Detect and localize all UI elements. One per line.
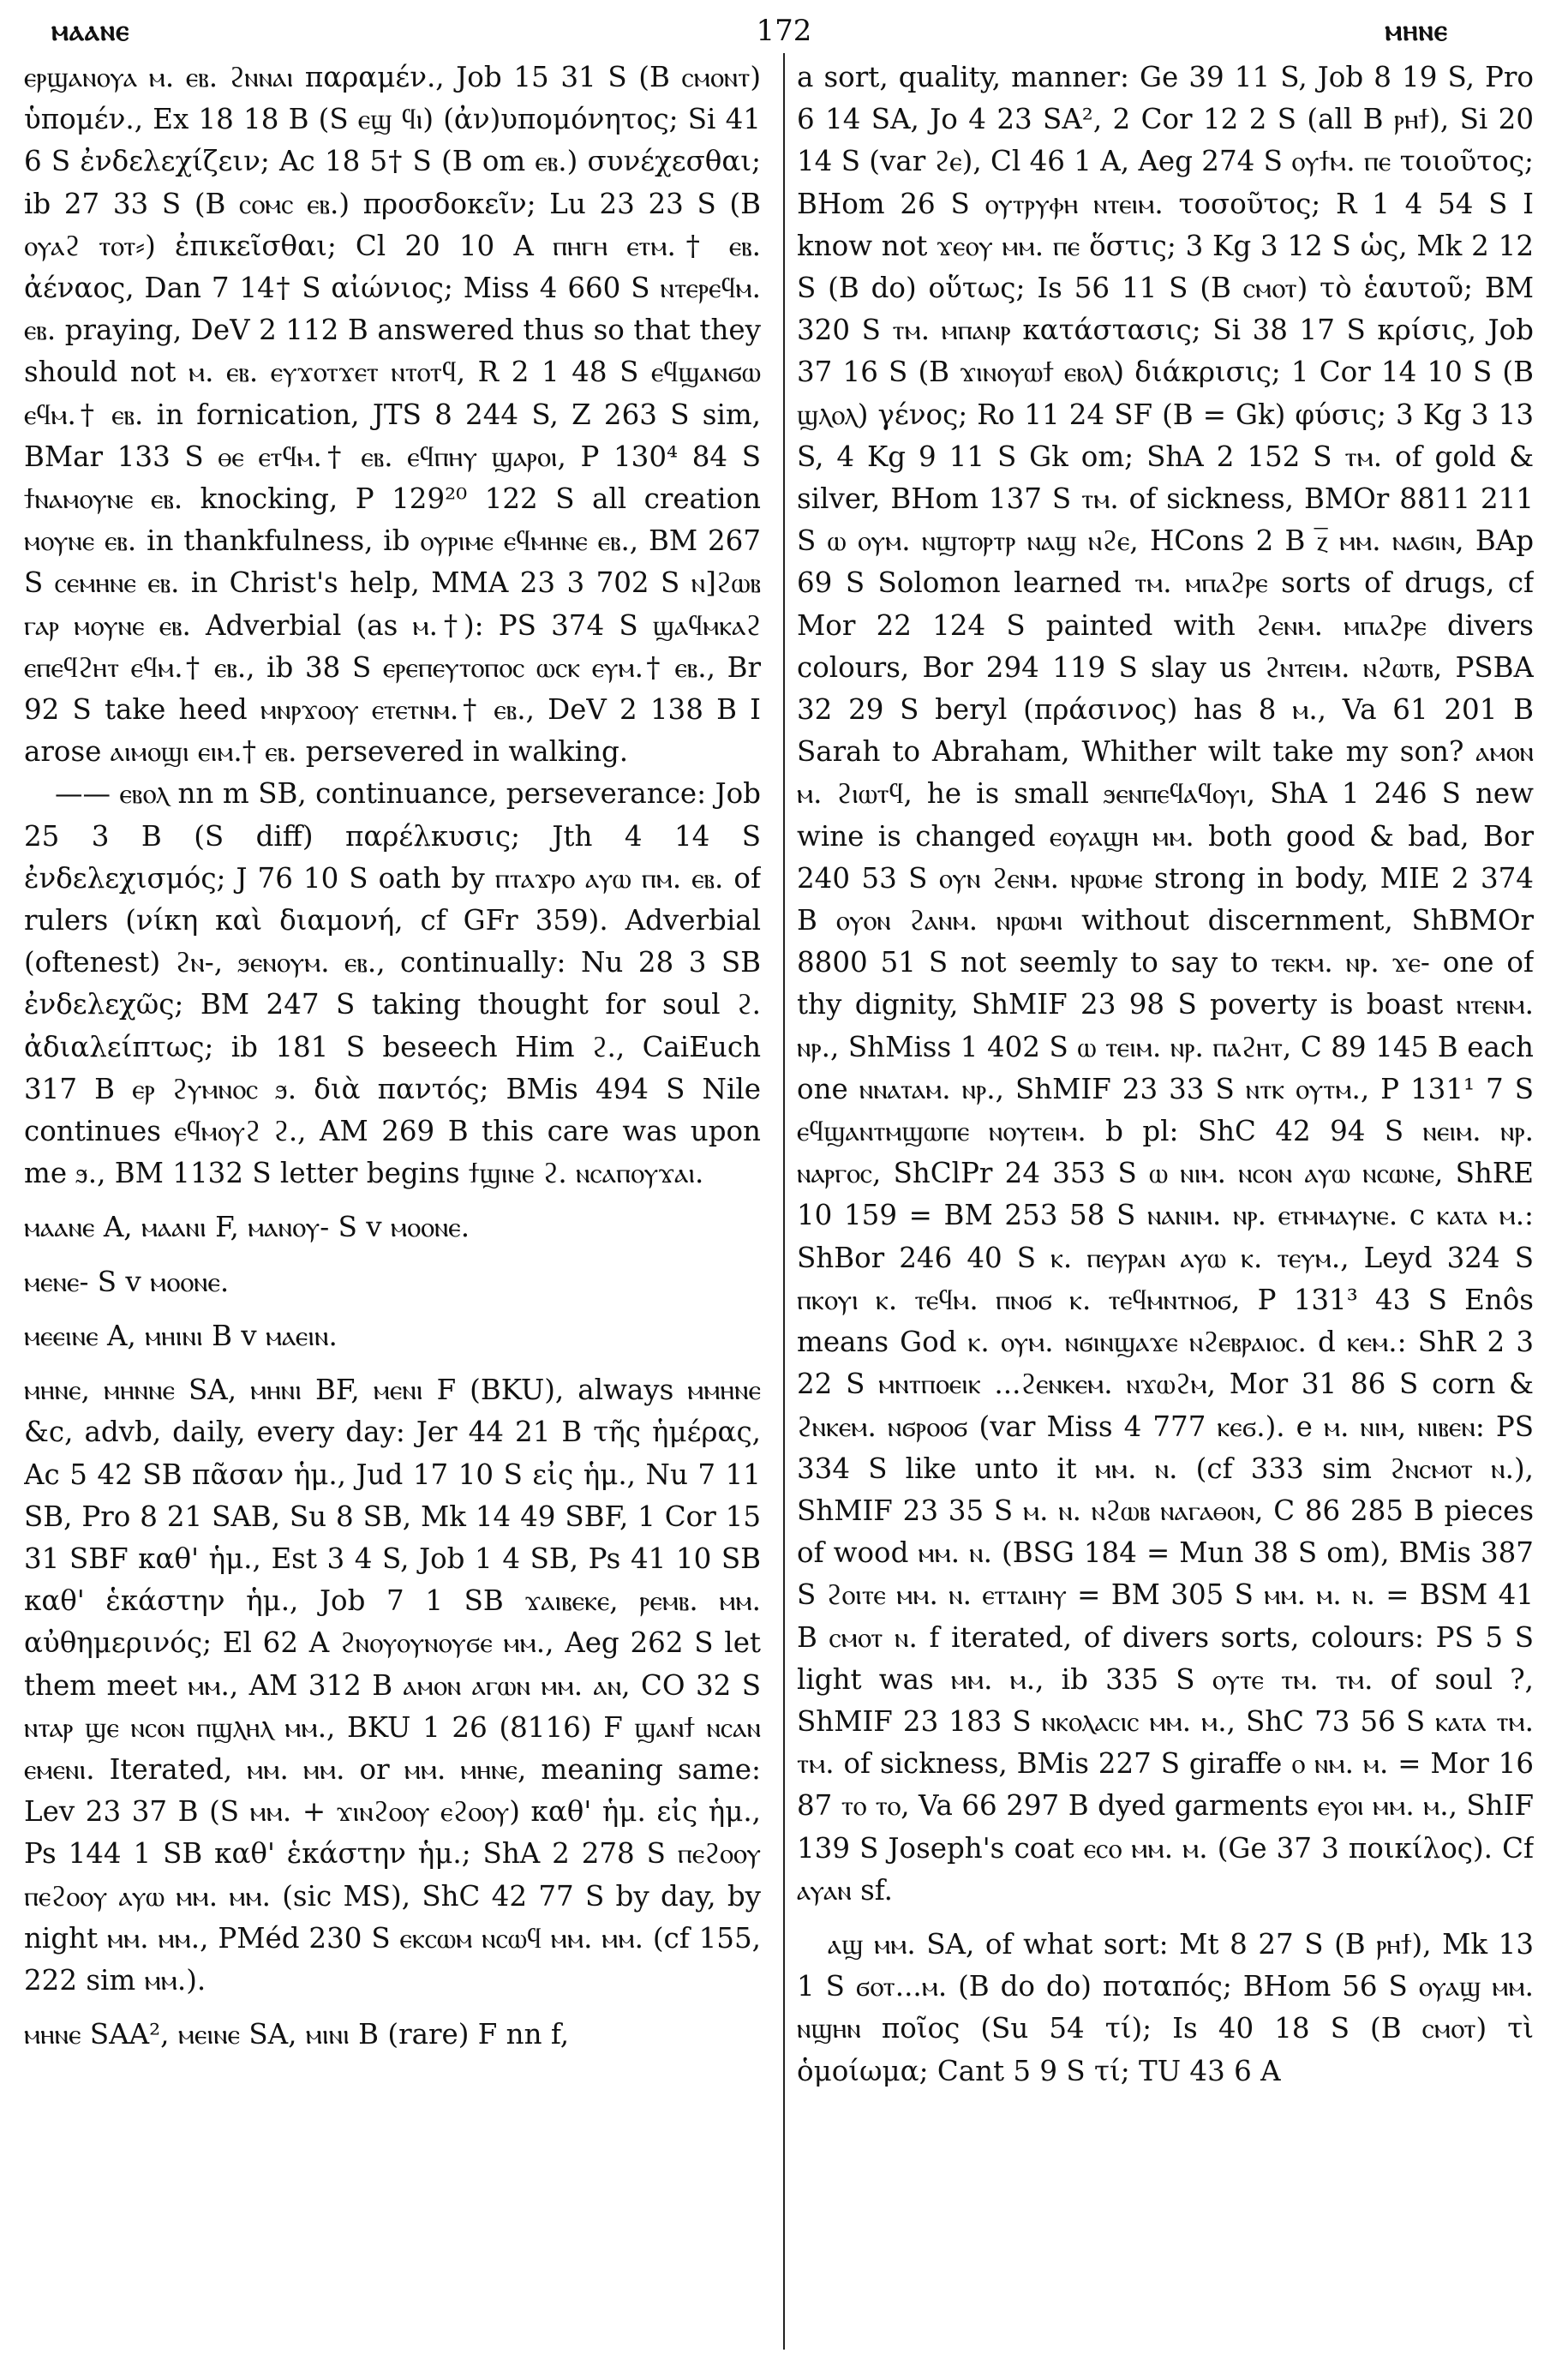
header-right-word: ⲙⲏⲛⲉ (1385, 14, 1448, 48)
entry-mene-daily: ⲙⲏⲛⲉ, ⲙⲏⲛⲛⲉ SA, ⲙⲏⲛⲓ BF, ⲙⲉⲛⲓ F (BKU), always ⲙⲙⲏⲛⲉ &c, advb, daily, every day: Jer 44 21 B τῆς ἡμέρας, Ac 5 42 SB πᾶσαν ἡμ., Jud 17 10 S εἰς ἡμ., Nu 7 11 SB, Pro 8 21 SAB, Su 8 SB, Mk 14 49 SBF, 1 Cor 15 31 SBF καθ' ἡμ., Est 3 4 S, Job 1 4 SB, Ps 41 10 SB καθ' ἑκάστην ἡμ., Job 7 1 SB ϫⲁⲓⲃⲉⲕⲉ, ⲣⲉⲙⲃ. ⲙⲙ. αὐθημερινός; El 62 A ϩⲛⲟⲩⲟⲩⲛⲟⲩϭⲉ ⲙⲙ., Aeg 262 S let them meet ⲙⲙ., AM 312 B ⲁⲙⲟⲛ ⲁⲅⲱⲛ ⲙⲙ. ⲁⲛ, CO 32 S ⲛⲧⲁⲣ ϣⲉ ⲛⲥⲟⲛ ⲡϣⲗⲏⲗ ⲙⲙ., BKU 1 26 (8116) F ϣⲁⲛϯ ⲛⲥⲁⲛ ⲉⲙⲉⲛⲓ. Iterated, ⲙⲙ. ⲙⲙ. or ⲙⲙ. ⲙⲏⲛⲉ, meaning same: Lev 23 37 B (S ⲙⲙ. + ϫⲓⲛϩⲟⲟⲩ ⲉϩⲟⲟⲩ) καθ' ἡμ. εἰς ἡμ., Ps 144 1 SB καθ' ἑκάστην ἡμ.; ShA 2 278 S ⲡⲉϩⲟⲟⲩ ⲡⲉϩⲟⲟⲩ ⲁⲩⲱ ⲙⲙ. ⲙⲙ. (sic MS), ShC 42 77 S by day, by night ⲙⲙ. ⲙⲙ., PMéd 230 S ⲉⲕⲥⲱⲙ ⲛⲥⲱϥ ⲙⲙ. ⲙⲙ. (cf 155, 222 sim ⲙⲙ.). (24, 1374, 761, 1997)
entry-mine-sort: ⲙⲏⲛⲉ SAA², ⲙⲉⲓⲛⲉ SA, ⲙⲓⲛⲓ B (rare) F nn f, (24, 2018, 570, 2051)
column-divider (783, 53, 785, 2350)
entry-mine-senses: a sort, quality, manner: Ge 39 11 S, Job 8 19 S, Pro 6 14 SA, Jo 4 23 SA², 2 Cor 12 2 S (all B ⲣⲏϯ), Si 20 14 S (var ϩⲉ), Cl 46 1 A, Aeg 274 S ⲟⲩϯⲙ. ⲡⲉ τοιοῦτος; BHom 26 S ⲟⲩⲧⲣⲩⲫⲏ ⲛⲧⲉⲓⲙ. τοσοῦτος; R 1 4 54 S I know not ϫⲉⲟⲩ ⲙⲙ. ⲡⲉ ὅστις; 3 Kg 3 12 S ὡς, Mk 2 12 S (B do) οὕτως; Is 56 11 S (B ⲥⲙⲟⲧ) τὸ ἑαυτοῦ; BM 320 S ⲧⲙ. ⲙⲡⲁⲛⲣ κατάστασις; Si 38 17 S κρίσις, Job 37 16 S (B ϫⲓⲛⲟⲩⲱϯ ⲉⲃⲟⲗ) διάκρισις; 1 Cor 14 10 S (B ϣⲗⲟⲗ) γένος; Ro 11 24 SF (B = Gk) φύσις; 3 Kg 3 13 S, 4 Kg 9 11 S Gk om; ShA 2 152 S ⲧⲙ. of gold & silver, BHom 137 S ⲧⲙ. of sickness, BMOr 8811 211 S ⲱ ⲟⲩⲙ. ⲛϣⲧⲟⲣⲧⲣ ⲛⲁϣ ⲛϩⲉ, HCons 2 B ⲍ̅ ⲙⲙ. ⲛⲁϭⲓⲛ, BAp 69 S Solomon learned ⲧⲙ. ⲙⲡⲁϩⲣⲉ sorts of drugs, cf Mor 22 124 S painted with ϩⲉⲛⲙ. ⲙⲡⲁϩⲣⲉ divers colours, Bor 294 119 S slay us ϩⲛⲧⲉⲓⲙ. ⲛϩⲱⲧⲃ, PSBA 32 29 S beryl (πράσινος) has 8 ⲙ., Va 61 201 B Sarah to Abraham, Whither wilt take my son? ⲁⲙⲟⲛ ⲙ. ϩⲓⲱⲧϥ, he is small ϧⲉⲛⲡⲉϥⲁϥⲟⲩⲓ, ShA 1 246 S new wine is changed ⲉⲟⲩⲁϣⲏ ⲙⲙ. both good & bad, Bor 240 53 S ⲟⲩⲛ ϩⲉⲛⲙ. ⲛⲣⲱⲙⲉ strong in body, MIE 2 374 B ⲟⲩⲟⲛ ϩⲁⲛⲙ. ⲛⲣⲱⲙⲓ without discernment, ShBMOr 8800 51 S not seemly to say to ⲧⲉⲕⲙ. ⲛⲣ. ϫⲉ- one of thy dignity, ShMIF 23 98 S poverty is boast ⲛⲧⲉⲛⲙ. ⲛⲣ., ShMiss 1 402 S ⲱ ⲧⲉⲓⲙ. ⲛⲣ. ⲡⲁϩⲏⲧ, C 89 145 B each one ⲛⲛⲁⲧⲁⲙ. ⲛⲣ., ShMIF 23 33 S ⲛⲧⲕ ⲟⲩⲧⲙ., P 131¹ 7 S ⲉϥϣⲁⲛⲧⲙϣⲱⲡⲉ ⲛⲟⲩⲧⲉⲓⲙ. b pl: ShC 42 94 S ⲛⲉⲓⲙ. ⲛⲣ. ⲛⲁⲣⲅⲟⲥ, ShClPr 24 353 S ⲱ ⲛⲓⲙ. ⲛⲥⲟⲛ ⲁⲩⲱ ⲛⲥⲱⲛⲉ, ShRE 10 159 = BM 253 58 S ⲛⲁⲛⲓⲙ. ⲛⲣ. ⲉⲧⲙⲙⲁⲩⲛⲉ. c ⲕⲁⲧⲁ ⲙ.: ShBor 246 40 S ⲕ. ⲡⲉⲩⲣⲁⲛ ⲁⲩⲱ ⲕ. ⲧⲉⲩⲙ., Leyd 324 S ⲡⲕⲟⲩⲓ ⲕ. ⲧⲉϥⲙ. ⲡⲛⲟϭ ⲕ. ⲧⲉϥⲙⲛⲧⲛⲟϭ, P 131³ 43 S Enôs means God ⲕ. ⲟⲩⲙ. ⲛϭⲓⲛϣⲁϫⲉ ⲛϩⲉⲃⲣⲁⲓⲟⲥ. d ⲕⲉⲙ.: ShR 2 3 22 S ⲙⲛⲧⲡⲟⲉⲓⲕ ...ϩⲉⲛⲕⲉⲙ. ⲛϫⲱϩⲙ, Mor 31 86 S corn & ϩⲛⲕⲉⲙ. ⲛϭⲣⲟⲟϭ (var Miss 4 777 ⲕⲉϭ.). e ⲙ. ⲛⲓⲙ, ⲛⲓⲃⲉⲛ: PS 334 S like unto it ⲙⲙ. ⲛ. (cf 333 sim ϩⲛⲥⲙⲟⲧ ⲛ.), ShMIF 23 35 S ⲙ. ⲛ. ⲛϩⲱⲃ ⲛⲁⲅⲁⲑⲟⲛ, C 86 285 B pieces of wood ⲙⲙ. ⲛ. (BSG 184 = Mun 38 S om), BMis 387 S ϩⲟⲓⲧⲉ ⲙⲙ. ⲛ. ⲉⲧⲧⲁⲓⲏⲩ = BM 305 S ⲙⲙ. ⲙ. ⲛ. = BSM 41 B ⲥⲙⲟⲧ ⲛ. f iterated, of divers sorts, colours: PS 5 S light was ⲙⲙ. ⲙ., ib 335 S ⲟⲩⲧⲉ ⲧⲙ. ⲧⲙ. of soul ?, ShMIF 23 183 S ⲛⲕⲟⲗⲁⲥⲓⲥ ⲙⲙ. ⲙ., ShC 73 56 S ⲕⲁⲧⲁ ⲧⲙ. ⲧⲙ. of sickness, BMis 227 S giraffe ⲟ ⲛⲙ. ⲙ. = Mor 16 87 ⲧⲟ ⲧⲟ, Va 66 297 B dyed garments ⲉⲩⲟⲓ ⲙⲙ. ⲙ., ShIF 139 S Joseph's coat ⲉⲥⲟ ⲙⲙ. ⲙ. (Ge 37 3 ποικίλος). Cf ⲁⲩⲁⲛ sf. (797, 61, 1534, 1907)
page-number: 172 (756, 14, 812, 48)
cross-ref-mene: ⲙⲉⲛⲉ- S v ⲙⲟⲟⲛⲉ. (24, 1265, 230, 1298)
running-header (26, 10, 1542, 51)
header-left-word: ⲙⲁⲁⲛⲉ (51, 14, 130, 48)
sub-entry-ebol: —— ⲉⲃⲟⲗ nn m SB, continuance, perseverance: Job 25 3 B (S diff) παρέλκυσις; Jth 4 14 S ἐνδελεχισμός; J 76 10 S oath by ⲡⲧⲁϫⲣⲟ ⲁⲩⲱ ⲡⲙ. ⲉⲃ. of rulers (νίκη καὶ διαμονή, cf GFr 359). Adverbial (oftenest) ϩⲛ-, ϧⲉⲛⲟⲩⲙ. ⲉⲃ., continually: Nu 28 3 SB ἐνδελεχῶς; BM 247 S taking thought for soul ϩ. ἀδιαλείπτως; ib 181 S beseech Him ϩ., CaiEuch 317 B ⲉⲣ ϩⲩⲙⲛⲟⲥ ϧ. διὰ παντός; BMis 494 S Nile continues ⲉϥⲙⲟⲩϩ ϩ., AM 269 B this care was upon me ϧ., BM 1132 S letter begins ϯϣⲓⲛⲉ ϩ. ⲛⲥⲁⲡⲟⲩϫⲁⲓ. (24, 777, 761, 1190)
left-column (24, 57, 761, 2353)
sub-entry-ash-mm: ⲁϣ ⲙⲙ. SA, of what sort: Mt 8 27 S (B ⲣⲏϯ), Mk 13 1 S ϭⲟⲧ...ⲙ. (B do do) ποταπός; BHom 56 S ⲟⲩⲁϣ ⲙⲙ. ⲛϣⲏⲛ ποῖος (Su 54 τί); Is 40 18 S (B ⲥⲙⲟⲧ) τὶ ὁμοίωμα; Cant 5 9 S τί; TU 43 6 A (797, 1927, 1534, 2087)
cross-ref-maane: ⲙⲁⲁⲛⲉ A, ⲙⲁⲁⲛⲓ F, ⲙⲁⲛⲟⲩ- S v ⲙⲟⲟⲛⲉ. (24, 1211, 470, 1244)
right-column (797, 57, 1534, 2353)
cross-ref-meeine: ⲙⲉⲉⲓⲛⲉ A, ⲙⲏⲓⲛⲓ B v ⲙⲁⲉⲓⲛ. (24, 1319, 338, 1352)
entry-continuation: ⲉⲣϣⲁⲛⲟⲩⲁ ⲙ. ⲉⲃ. ϩⲛⲛⲁⲓ παραμέν., Job 15 31 S (B ⲥⲙⲟⲛⲧ) ὑπομέν., Ex 18 18 B (S ⲉϣ ϥⲓ) (ἀν)υπομόνητος; Si 41 6 S ἐνδελεχίζειν; Ac 18 5† S (B om ⲉⲃ.) συνέχεσθαι; ib 27 33 S (B ⲥⲟⲙⲥ ⲉⲃ.) προσδοκεῖν; Lu 23 23 S (B ⲟⲩⲁϩ ⲧⲟⲧ⸗) ἐπικεῖσθαι; Cl 20 10 A ⲡⲏⲅⲏ ⲉⲧⲙ.† ⲉⲃ. ἀέναος, Dan 7 14† S αἰώνιος; Miss 4 660 S ⲛⲧⲉⲣⲉϥⲙ. ⲉⲃ. praying, DeV 2 112 B answered thus so that they should not ⲙ. ⲉⲃ. ⲉⲩϫⲟⲧϫⲉⲧ ⲛⲧⲟⲧϥ, R 2 1 48 S ⲉϥϣⲁⲛϭⲱ ⲉϥⲙ.† ⲉⲃ. in fornication, JTS 8 244 S, Z 263 S sim, BMar 133 S ⲑⲉ ⲉⲧϥⲙ.† ⲉⲃ. ⲉϥⲡⲏⲩ ϣⲁⲣⲟⲓ, P 130⁴ 84 S ϯⲛⲁⲙⲟⲩⲛⲉ ⲉⲃ. knocking, P 129²⁰ 122 S all creation ⲙⲟⲩⲛⲉ ⲉⲃ. in thankfulness, ib ⲟⲩⲣⲓⲙⲉ ⲉϥⲙⲏⲛⲉ ⲉⲃ., BM 267 S ⲥⲉⲙⲏⲛⲉ ⲉⲃ. in Christ's help, MMA 23 3 702 S ⲛ]ϩⲱⲃ ⲅⲁⲣ ⲙⲟⲩⲛⲉ ⲉⲃ. Adverbial (as ⲙ.†): PS 374 S ϣⲁϥⲙⲕⲁϩ ⲉⲡⲉϥϩⲏⲧ ⲉϥⲙ.† ⲉⲃ., ib 38 S ⲉⲣⲉⲡⲉⲩⲧⲟⲡⲟⲥ ⲱⲥⲕ ⲉⲩⲙ.† ⲉⲃ., Br 92 S take heed ⲙⲛⲣϫⲟⲟⲩ ⲉⲧⲉⲧⲛⲙ.† ⲉⲃ., DeV 2 138 B I arose ⲁⲓⲙⲟϣⲓ ⲉⲓⲙ.† ⲉⲃ. persevered in walking. (24, 61, 761, 769)
